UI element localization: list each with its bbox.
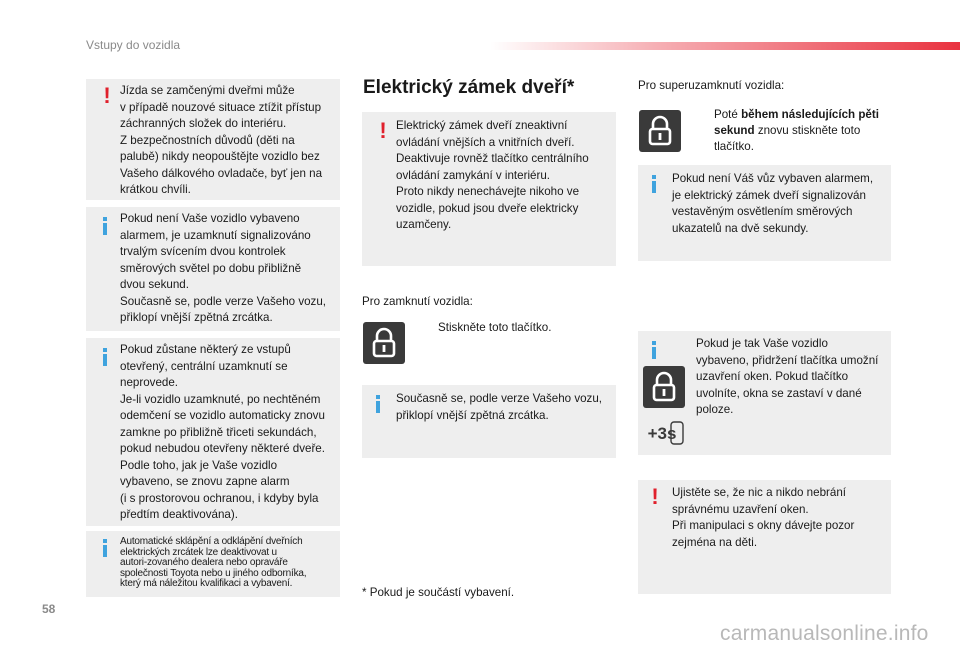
info-text: Automatické sklápění a odklápění dveřních elektrických zrcátek lze deaktivovat u autori-zovaného dealera nebo opraváře společnosti Toyota nebo u jiného odborníka, který má náležitou kvalifikaci a vybavení.	[120, 536, 307, 590]
info-icon	[376, 395, 380, 413]
window-close-button-image	[643, 366, 685, 408]
section-heading: Elektrický zámek dveří*	[363, 77, 575, 98]
warning-icon: !	[103, 83, 111, 108]
warning-text: Elektrický zámek dveří zneaktivní ovládání vnějších a vnitřních dveří. Deaktivuje rovněž tlačítko centrálního ovládání zamykání v interiéru. Proto nikdy nenechávejte nikoho ve vozidle, pokud jsou dveře elektricky uzamčeny.	[396, 119, 589, 231]
info-text: Pokud není Vaše vozidlo vybaveno alarmem, je uzamknutí signalizováno trvalým svícením dvou kontrolek směrových světel po dobu přibližně dvou sekund. Současně se, podle verze Vašeho vozu, přiklopí vnější zpětná zrcátka.	[120, 212, 327, 324]
hold-label: +3s	[647, 424, 677, 443]
superlock-button-image	[639, 110, 681, 152]
lock-icon	[643, 366, 685, 408]
page-header-title: Vstupy do vozidla	[86, 38, 181, 52]
info-box-mirrors	[86, 531, 340, 597]
info-icon	[652, 341, 656, 359]
superlock-step-text: Poté během následujících pěti sekund znovu stiskněte toto tlačítko.	[714, 108, 879, 153]
lock-icon	[363, 322, 405, 364]
warning-text: Jízda se zamčenými dveřmi může v případě nouzové situace ztížit přístup záchranných složek do interiéru. Z bezpečnostních důvodů (děti na palubě) nikdy neopouštějte vozidlo bez Vašeho dálkového ovladače, byť jen na krátkou chvíli.	[120, 84, 323, 196]
info-text: Pokud není Váš vůz vybaven alarmem, je elektrický zámek dveří signalizován vestavěným osvětlením směrových ukazatelů na dvě sekundy.	[672, 172, 874, 235]
warning-box-window-safety	[638, 480, 891, 594]
info-text: Pokud je tak Vaše vozidlo vybaveno, přidržení tlačítka umožní uzavření oken. Pokud tlačítko uvolníte, okna se zastaví v dané poloze.	[696, 337, 879, 416]
header-accent-bar	[490, 42, 960, 50]
info-box-superlock-signal	[638, 165, 891, 261]
info-box-auto-relock	[86, 338, 340, 526]
watermark: carmanualsonline.info	[720, 622, 929, 645]
info-icon	[652, 175, 656, 193]
page-number: 58	[42, 602, 56, 616]
info-box-mirrors-fold	[362, 385, 616, 458]
warning-box-locked-doors	[86, 79, 340, 200]
warning-icon: !	[379, 118, 387, 143]
info-icon	[103, 348, 107, 366]
warning-text: Ujistěte se, že nic a nikdo nebrání správnému uzavření oken. Při manipulaci s okny dávejte pozor zejména na děti.	[672, 486, 855, 549]
footnote: * Pokud je součástí vybavení.	[362, 586, 515, 599]
hold-3-seconds-icon	[641, 420, 685, 446]
info-icon	[103, 539, 107, 557]
lock-step-text: Stiskněte toto tlačítko.	[438, 321, 552, 334]
info-box-lock-signal	[86, 207, 340, 331]
info-text: Současně se, podle verze Vašeho vozu, přiklopí vnější zpětná zrcátka.	[396, 392, 603, 422]
lock-button-image	[363, 322, 405, 364]
superlock-intro-text: Pro superuzamknutí vozidla:	[638, 79, 785, 92]
lock-intro-text: Pro zamknutí vozidla:	[362, 295, 473, 308]
warning-icon: !	[651, 484, 659, 509]
lock-icon	[639, 110, 681, 152]
info-icon	[103, 217, 107, 235]
warning-box-electric-lock	[362, 112, 616, 266]
info-text: Pokud zůstane některý ze vstupů otevřený, centrální uzamknutí se neprovede. Je-li vozidlo uzamknuté, po nechtěném odemčení se vozidlo automaticky znovu zamkne po přibližně třiceti sekundách, pokud nebudou otevřeny některé dveře. Podle toho, jak je Vaše vozidlo vybaveno, se znovu zapne alarm (i s prostorovou ochranou, i kdyby byla předtím deaktivována).	[120, 343, 325, 521]
